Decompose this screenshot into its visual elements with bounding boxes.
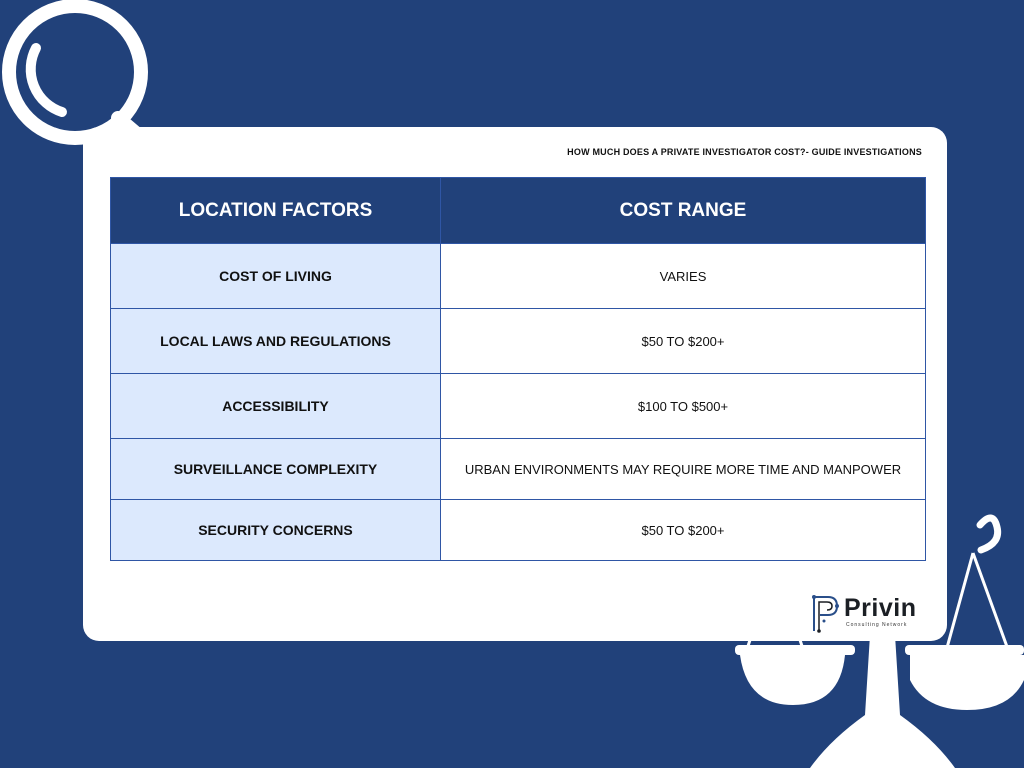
factor-cell: SURVEILLANCE COMPLEXITY xyxy=(111,439,441,500)
range-cell: VARIES xyxy=(441,244,926,309)
range-cell: $50 TO $200+ xyxy=(441,500,926,561)
cost-table xyxy=(110,177,926,561)
factor-cell: ACCESSIBILITY xyxy=(111,374,441,439)
header-cost-range: COST RANGE xyxy=(441,178,926,244)
table-row xyxy=(111,309,926,374)
header-location-factors: LOCATION FACTORS xyxy=(111,178,441,244)
factor-cell: COST OF LIVING xyxy=(111,244,441,309)
range-cell: $100 TO $500+ xyxy=(441,374,926,439)
privin-logo-icon xyxy=(810,593,840,633)
factor-cell: LOCAL LAWS AND REGULATIONS xyxy=(111,309,441,374)
table-row xyxy=(111,374,926,439)
table-header-row xyxy=(111,178,926,244)
privin-logo xyxy=(810,593,922,633)
range-cell: $50 TO $200+ xyxy=(441,309,926,374)
table-row xyxy=(111,244,926,309)
range-cell: URBAN ENVIRONMENTS MAY REQUIRE MORE TIME AND MANPOWER xyxy=(441,439,926,500)
logo-tagline: Consulting Network xyxy=(846,622,908,628)
logo-wordmark: Privin xyxy=(844,594,917,622)
factor-cell: SECURITY CONCERNS xyxy=(111,500,441,561)
table-row xyxy=(111,439,926,500)
info-card xyxy=(83,127,947,641)
document-title: HOW MUCH DOES A PRIVATE INVESTIGATOR COST?- GUIDE INVESTIGATIONS xyxy=(567,147,922,157)
table-row xyxy=(111,500,926,561)
